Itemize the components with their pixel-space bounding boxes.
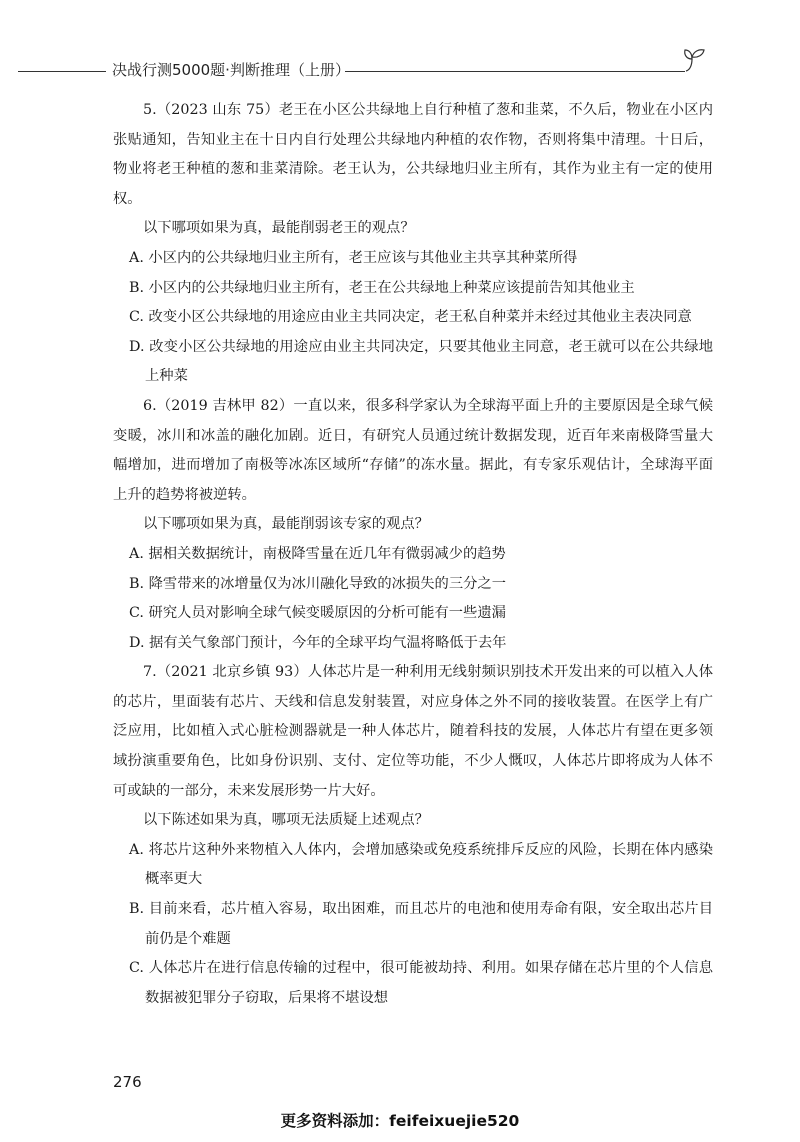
question-6-option-d: D. 据有关气象部门预计，今年的全球平均气温将略低于去年 [129,634,507,651]
header-rule-right [345,71,685,72]
question-6-prompt: 以下哪项如果为真，最能削弱该专家的观点？ [143,516,429,533]
question-7-option-b: B. 目前来看，芯片植入容易，取出困难，而且芯片的电池和使用寿命有限，安全取出芯片目前仍是个难题 [129,901,713,947]
question-6-option-c: C. 研究人员对影响全球气候变暖原因的分析可能有一些遗漏 [129,605,506,622]
sprout-icon [676,40,712,76]
question-6-stem: 6.（2019 吉林甲 82）一直以来，很多科学家认为全球海平面上升的主要原因是全球气候变暖，冰川和冰盖的融化加剧。近日，有研究人员通过统计数据发现，近百年来南极降雪量大幅增加，进而增加了南极等冰冻区域所“存储”的冻水量。据此，有专家乐观估计，全球海平面上升的趋势将被逆转。 [113,397,713,503]
question-6-option-b: B. 降雪带来的冰增量仅为冰川融化导致的冰损失的三分之一 [129,575,507,592]
question-5-option-d: D. 改变小区公共绿地的用途应由业主共同决定，只要其他业主同意，老王就可以在公共绿地上种菜 [129,338,713,385]
question-7-option-c: C. 人体芯片在进行信息传输的过程中，很可能被劫持、利用。如果存储在芯片里的个人信息数据被犯罪分子窃取，后果将不堪设想 [129,960,713,1006]
header-title: 决战行测5000题·判断推理（上册） [112,61,350,79]
question-content [113,96,713,1013]
question-7-stem: 7.（2021 北京乡镇 93）人体芯片是一种利用无线射频识别技术开发出来的可以植入人体的芯片，里面装有芯片、天线和信息发射装置，对应身体之外不同的接收装置。在医学上有广泛应用，比如植入式心脏检测器就是一种人体芯片，随着科技的发展，人体芯片有望在更多领域扮演重要角色，比如身份识别、支付、定位等功能，不少人慨叹，人体芯片即将成为人体不可或缺的一部分，未来发展形势一片大好。 [113,664,713,799]
running-header [0,56,800,86]
question-7-prompt: 以下陈述如果为真，哪项无法质疑上述观点？ [143,812,429,829]
question-5-option-b: B. 小区内的公共绿地归业主所有，老王在公共绿地上种菜应该提前告知其他业主 [129,279,635,296]
page-number: 276 [113,1073,142,1091]
question-7-option-a: A. 将芯片这种外来物植入人体内，会增加感染或免疫系统排斥反应的风险，长期在体内感染概率更大 [129,841,713,888]
question-5-option-a: A. 小区内的公共绿地归业主所有，老王应该与其他业主共享其种菜所得 [129,249,578,266]
question-5-option-c: C. 改变小区公共绿地的用途应由业主共同决定，老王私自种菜并未经过其他业主表决同意 [129,309,692,326]
question-5-stem: 5.（2023 山东 75）老王在小区公共绿地上自行种植了葱和韭菜，不久后，物业在小区内张贴通知，告知业主在十日内自行处理公共绿地内种植的农作物，否则将集中清理。十日后，物业将老王种植的葱和韭菜清除。老王认为，公共绿地归业主所有，其作为业主有一定的使用权。 [113,102,713,207]
question-5-prompt: 以下哪项如果为真，最能削弱老王的观点？ [143,220,415,237]
question-6-option-a: A. 据相关数据统计，南极降雪量在近几年有微弱减少的趋势 [129,545,506,562]
header-rule-left [18,71,106,72]
footer-note: 更多资料添加：feifeixuejie520 [280,1112,520,1130]
